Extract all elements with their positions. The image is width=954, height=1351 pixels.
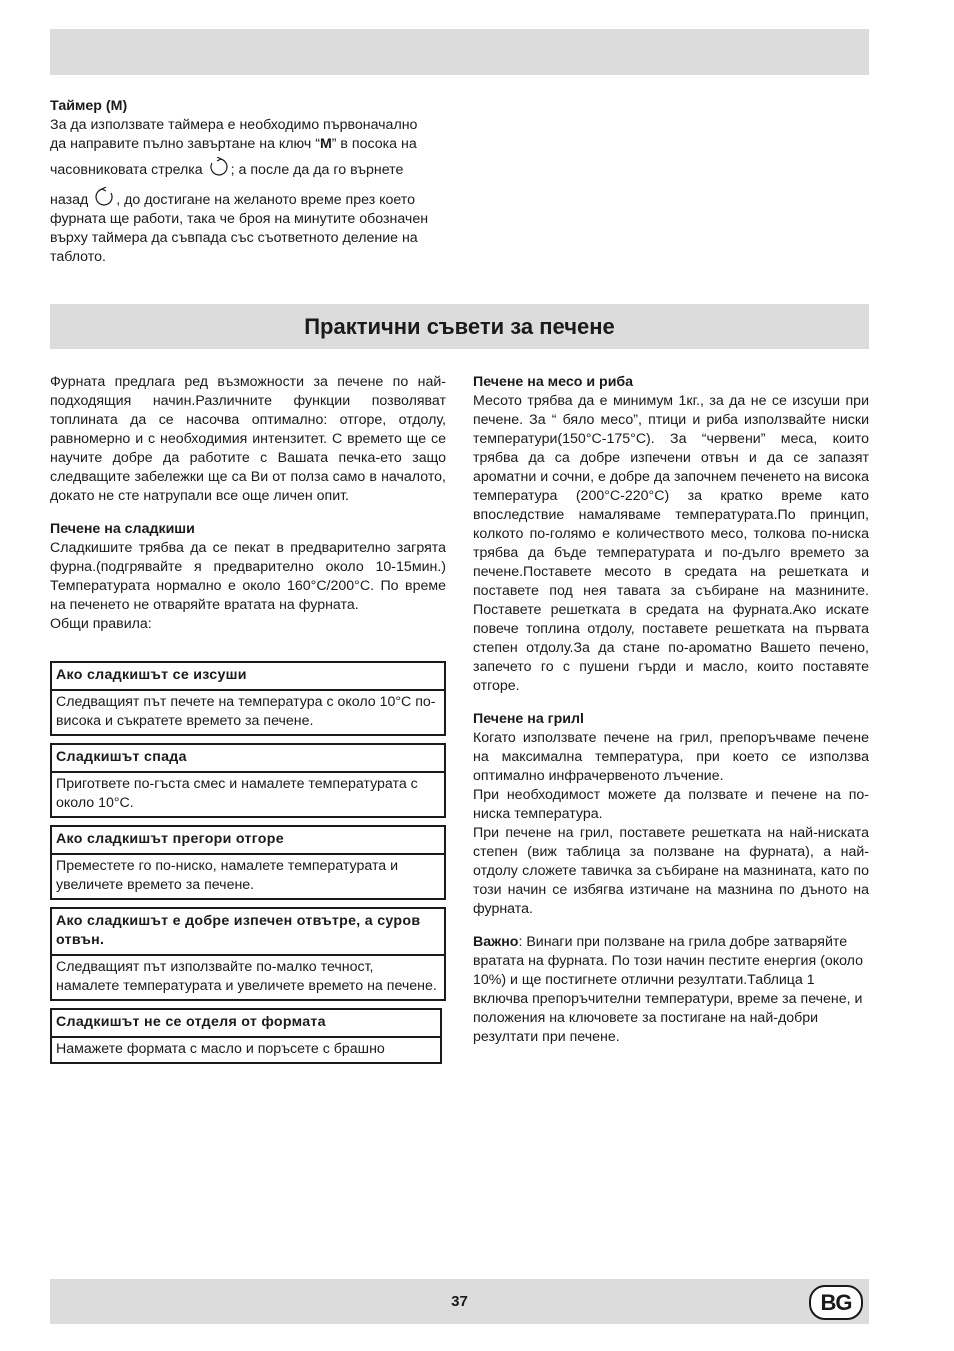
meat-paragraph: Месото трябва да е минимум 1кг., за да не се изсуши при печене. За “ бяло месо”, птици и риба използвайте ниски температури(150°С-175°С). За “червени” меса, които трябва да са добре изпечени отвън и да се запазят ароматни и сочни, е добре да започнем печенето на висока температура (200°С-220°С) за кратко време като впоследствие намаляваме температурата.По принцип, колкото по-голямо е количеството месо, толкова по-ниска трябва да бъде температурата и по-дълго времето за печене.Поставете месото в средата на решетката и поставете под нея тавата за събиране на мазнините. Поставете решетката в средата на фурната.Ако искате повече топлина отдолу, поставете решетката на първата степен отдолу.За да стане по-ароматно Вашето печено, запечето го с пушени гърди и масло, които поставяте отгоре. [473, 393, 869, 694]
page-title: Практични съвети за печене [304, 313, 615, 339]
tip-box [50, 661, 446, 736]
tips-table [50, 661, 446, 1071]
page-number: 37 [451, 1293, 468, 1310]
timer-line: назад , до достигане на желаното време през което [50, 187, 448, 210]
meat-heading: Печене на месо и риба [473, 374, 634, 390]
sweets-paragraph: Сладкишите трябва да се пекат в предварително загрята фурна.(подгрявайте я предварително около 10-15мин.) Температурата нормално е около 160°С/200°С. По време на печенето не отваряйте вратата на фурната. [50, 540, 446, 613]
timer-line: фурната ще работи, така че броя на минутите обозначен [50, 211, 429, 227]
tip-problem: Сладкишът не се отделя от формата [50, 1008, 442, 1038]
timer-line: върху таймера да съвпада със съответното деление на [50, 230, 418, 246]
grill-heading: Печене на грилl [473, 711, 584, 727]
general-rules-label: Общи правила: [50, 616, 152, 632]
tip-solution: Намажете формата с масло и поръсете с брашно [50, 1038, 442, 1064]
right-column [473, 373, 869, 1047]
timer-line: За да използвате таймера е необходимо първоначално [50, 117, 418, 133]
timer-line: да направите пълно завъртане на ключ “М” в посока на [50, 136, 417, 152]
counterclockwise-rotation-icon [93, 187, 115, 207]
left-column [50, 373, 446, 634]
timer-heading: Таймер (М) [50, 98, 128, 114]
intro-paragraph: Фурната предлага ред възможности за печене по най-подходящия начин.Различните функции позволяват топлината да се насочва оптимално: отгоре, отдолу, равномерно и с необходимия интензитет. С времето ще се научите добре да работите с Вашата печка-ето защо следващите забележки ще са Ви от полза само в началото, докато не сте натрупали все още личен опит. [50, 374, 446, 504]
grill-paragraph: При необходимост можете да ползвате и печене на по-ниска температура. [473, 787, 869, 822]
tip-box [50, 1008, 442, 1064]
important-paragraph: Важно: Винаги при ползване на грила добре затваряйте вратата на фурната. По този начин пестите енергия (около 10%) и ще постигнете отлични резултати.Таблица 1 включва препоръчителни температури, време за печене, и положения на ключовете за постигане на най-добри резултати при печене. [473, 934, 863, 1045]
sweets-heading: Печене на сладкиши [50, 521, 195, 537]
timer-line: часовниковата стрелка ; а после да да го върнете [50, 157, 448, 180]
tip-box [50, 907, 446, 1001]
title-bar [50, 304, 869, 349]
tip-solution: Преместете го по-ниско, намалете температурата и увеличете времето за печене. [50, 855, 446, 900]
tip-problem: Ако сладкишът е добре изпечен отвътре, а суров отвън. [50, 907, 446, 956]
tip-box [50, 743, 446, 818]
clockwise-rotation-icon [208, 157, 230, 177]
tip-problem: Ако сладкишът прегори отгоре [50, 825, 446, 855]
grill-paragraph: Когато използвате печене на грил, препоръчваме печене на максимална температура, при което се използва оптимално инфрачервеното лъчение. [473, 730, 869, 784]
tip-solution: Следващият път печете на температура с около 10°С по-висока и съкратете времето за печене. [50, 691, 446, 736]
timer-line: таблото. [50, 249, 106, 265]
tip-box [50, 825, 446, 900]
tip-problem: Ако сладкишът се изсуши [50, 661, 446, 691]
tip-solution: Пригответе по-гъста смес и намалете температурата с около 10°С. [50, 773, 446, 818]
header-bar [50, 29, 869, 75]
footer-bar [50, 1279, 869, 1324]
language-badge: BG [809, 1285, 863, 1320]
tip-solution: Следващият път използвайте по-малко течност, намалете температурата и увеличете времето на печене. [50, 956, 446, 1001]
timer-section [50, 97, 448, 267]
tip-problem: Сладкишът спада [50, 743, 446, 773]
grill-paragraph: При печене на грил, поставете решетката на най-ниската степен (виж таблица за ползване на фурната), а най-отдолу сложете тавичка за събиране на мазнината, като по този начин се избягва изтичане на мазнина по дъното на фурната. [473, 825, 869, 917]
